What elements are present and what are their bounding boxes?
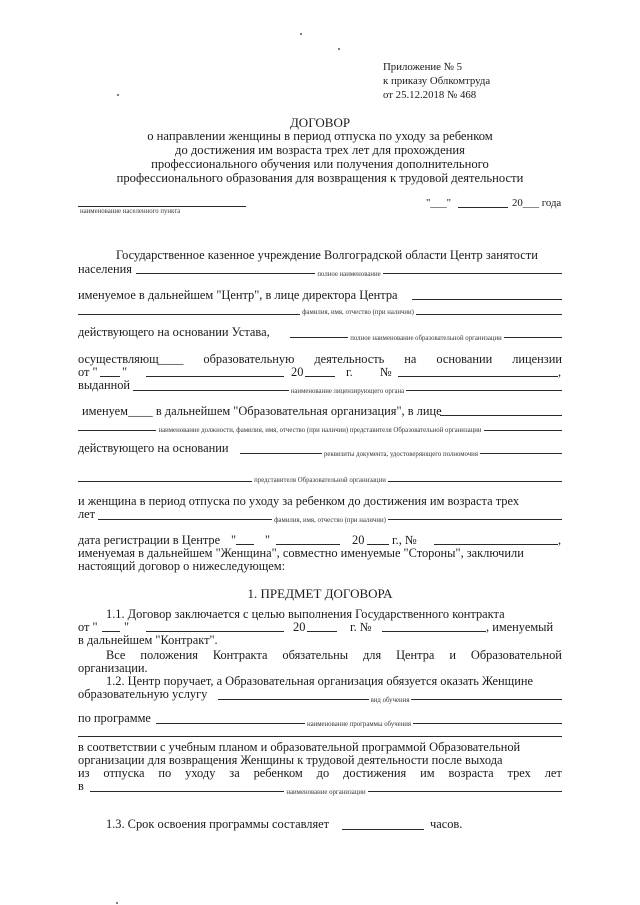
license-day-field[interactable] (100, 376, 120, 377)
para1-line-10: и женщина в период отпуска по уходу за ребенком до достижения им возраста трех (78, 494, 520, 508)
scan-speck (116, 902, 118, 904)
section-heading: 1. ПРЕДМЕТ ДОГОВОРА (247, 586, 393, 601)
date-month-field[interactable] (458, 207, 508, 208)
reg-comma: , (558, 533, 562, 547)
reg-number-field[interactable] (434, 544, 558, 545)
licensor-label: наименование лицензирующего органа (290, 388, 405, 395)
title-line-1: о направлении женщины в период отпуска по уходу за ребенком (147, 129, 493, 143)
reg-month-field[interactable] (276, 544, 340, 545)
reg-quote-open: " (231, 533, 237, 547)
p12-line-5: организации для возвращения Женщины к трудовой деятельности после выхода (78, 753, 503, 767)
p12-line-6: из отпуска по уходу за ребенком до достижения им возраста трех лет (78, 766, 562, 780)
scan-speck (300, 33, 302, 35)
document-title: ДОГОВОР (289, 115, 351, 130)
director-name-field[interactable] (412, 299, 562, 300)
p11-line-3: в дальнейшем "Контракт". (78, 633, 218, 647)
para1-line-5: осуществляющ____ образовательную деятельность на основании лицензии (78, 352, 562, 366)
para1-line-4: действующего на основании Устава, (78, 325, 270, 339)
license-quote: " (122, 365, 128, 379)
license-year: 20 (291, 365, 304, 379)
contract-year-field[interactable] (307, 631, 337, 632)
p12-line-3: по программе (78, 711, 151, 725)
reg-year: 20 (352, 533, 365, 547)
date-day: "___" (426, 197, 452, 209)
para1-line-11: лет (78, 507, 96, 521)
para1-line-8: именуем____ в дальнейшем "Образовательная организация", в лице (82, 404, 442, 418)
contract-day-field[interactable] (102, 631, 120, 632)
p12-line-2: образовательную услугу (78, 687, 208, 701)
para1-line-13: именуемая в дальнейшем "Женщина", совместно именуемые "Стороны", заключили (78, 546, 524, 560)
p12-line-7: в (78, 779, 84, 793)
title-line-2: до достижения им возраста трех лет для прохождения (175, 143, 465, 157)
license-number-field[interactable] (398, 376, 558, 377)
para1-line-7: выданной (78, 378, 131, 392)
date-year: 20___ года (512, 197, 562, 209)
rep-label: наименование должности, фамилия, имя, отчество (при наличии) представителя Образовательной организации (158, 427, 482, 434)
program-label: наименование программы обучения (306, 721, 412, 728)
reg-date-text: дата регистрации в Центре (78, 533, 221, 547)
place-label: наименование населенного пункта (80, 208, 181, 215)
para1-line-3: именуемое в дальнейшем "Центр", в лице директора Центра (78, 288, 398, 302)
program-field-2[interactable] (78, 736, 562, 737)
org-name-label: наименование организации (286, 789, 366, 796)
docs-label: реквизиты документа, удостоверяющего полномочия (324, 451, 478, 458)
docs-label-2: представителя Образовательной организации (254, 477, 386, 484)
appendix-number: Приложение № 5 (383, 61, 463, 73)
license-month-field[interactable] (146, 376, 284, 377)
director-name-label: фамилия, имя, отчество (при наличии) (302, 309, 414, 316)
org-fullname-label: полное наименование образовательной организации (350, 335, 502, 342)
p12-line-1: 1.2. Центр поручает, а Образовательная организация обязуется оказать Женщине (106, 674, 533, 688)
para1-line-9: действующего на основании (78, 441, 229, 455)
para1-line-14: настоящий договор о нижеследующем: (78, 559, 286, 573)
contract-number-field[interactable] (382, 631, 486, 632)
reg-year-field[interactable] (367, 544, 389, 545)
p11-from: от " (78, 620, 98, 634)
hours-field[interactable] (342, 829, 424, 830)
license-comma: , (558, 365, 562, 379)
p11-no: г. № (350, 620, 372, 634)
p13-text: 1.3. Срок освоения программы составляет (106, 817, 330, 831)
scan-speck (338, 48, 340, 50)
p-all-line-1: Все положения Контракта обязательны для Центра и Образовательной (106, 648, 562, 662)
p13-hours: часов. (430, 817, 463, 831)
para1-line-1: Государственное казенное учреждение Волгоградской области Центр занятости (116, 248, 538, 262)
reg-day-field[interactable] (236, 544, 254, 545)
license-from: от " (78, 365, 98, 379)
license-g: г. (346, 365, 353, 379)
para1-line-2: населения (78, 262, 132, 276)
scan-speck (117, 94, 119, 96)
p12-line-4: в соответствии с учебным планом и образовательной программой Образовательной (78, 740, 521, 754)
service-kind-label: вид обучения (370, 697, 410, 704)
p11-year: 20 (293, 620, 306, 634)
p11-quote: " (124, 620, 130, 634)
title-line-4: профессионального образования для возвращения к трудовой деятельности (116, 171, 524, 185)
reg-quote-close: " (265, 533, 271, 547)
license-year-field[interactable] (305, 376, 335, 377)
reg-no: г., № (392, 533, 417, 547)
p11-named: , именуемый (486, 620, 554, 634)
center-fullname-label: полное наименование (317, 271, 381, 278)
title-line-3: профессионального обучения или получения дополнительного (151, 157, 489, 171)
rep-field[interactable] (440, 415, 562, 416)
appendix-date: от 25.12.2018 № 468 (383, 89, 477, 101)
woman-name-label: фамилия, имя, отчество (при наличии) (274, 517, 386, 524)
appendix-order: к приказу Облкомтруда (383, 75, 491, 87)
place-field[interactable] (78, 206, 246, 207)
license-no: № (380, 365, 392, 379)
p11-line-1: 1.1. Договор заключается с целью выполнения Государственного контракта (106, 607, 505, 621)
p-all-line-2: организации. (78, 661, 148, 675)
contract-month-field[interactable] (146, 631, 284, 632)
